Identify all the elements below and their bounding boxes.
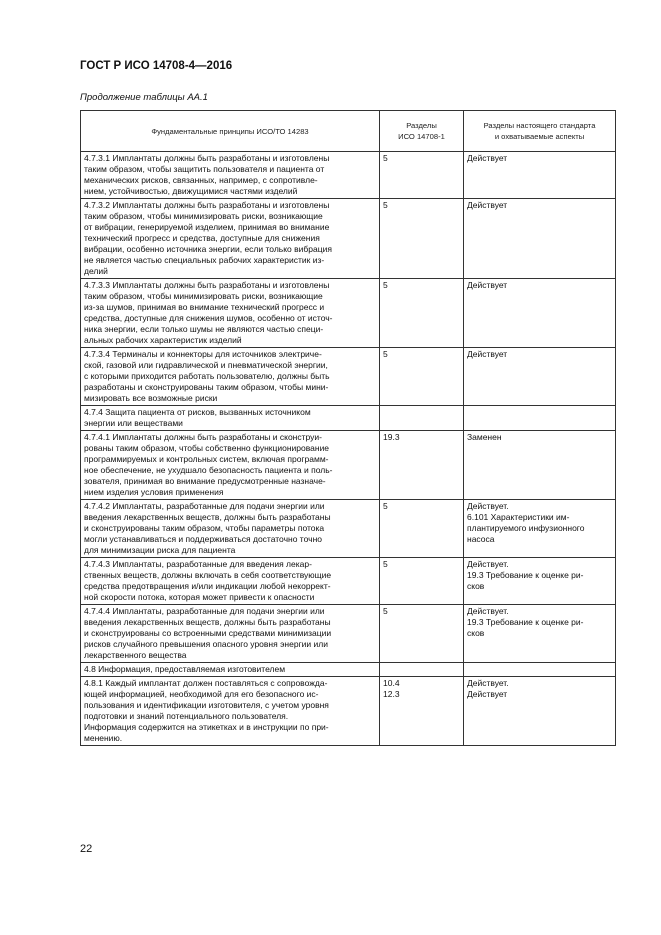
table-row xyxy=(81,558,616,605)
principle-cell: 4.7.3.3 Имплантаты должны быть разработаны и изготовлены таким образом, чтобы минимизировать риски, возникающие из-за шумов, принимая во внимание технический прогресс и средства, доступные для снижения шумов, особенно от источ- ника энергии, если только шумы не являются частью специ- альных рабочих характеристик изделий xyxy=(81,279,380,348)
principle-cell: 4.7.3.2 Имплантаты должны быть разработаны и изготовлены таким образом, чтобы минимизировать риски, возникающие от вибрации, генерируемой изделием, принимая во внимание технический прогресс и средства, доступные для снижения вибрации, особенно источника энергии, если только вибрация не является частью специальных рабочих характеристик из- делий xyxy=(81,199,380,279)
table-row xyxy=(81,677,616,746)
principle-cell: 4.8 Информация, предоставляемая изготовителем xyxy=(81,663,380,677)
iso-section-cell: 5 xyxy=(380,605,464,663)
principle-cell: 4.8.1 Каждый имплантат должен поставляться с сопровожда- ющей информацией, необходимой для его безопасного ис- пользования и идентификации изготовителя, с учетом уровня подготовки и знаний потенциального пользователя. Информация содержится на этикетках и в инструкции по при- менению. xyxy=(81,677,380,746)
aspect-cell: Действует xyxy=(464,348,616,406)
table-row xyxy=(81,431,616,500)
principle-cell: 4.7.3.1 Имплантаты должны быть разработаны и изготовлены таким образом, чтобы защитить пользователя и пациента от механических рисков, связанных, например, с сопротивле- нием, устойчивостью, движущимися частями изделий xyxy=(81,152,380,199)
aspect-cell: Заменен xyxy=(464,431,616,500)
iso-section-cell: 10.4 12.3 xyxy=(380,677,464,746)
table-header-row xyxy=(81,111,616,152)
table-row xyxy=(81,279,616,348)
table-row xyxy=(81,605,616,663)
table-caption: Продолжение таблицы АА.1 xyxy=(80,92,208,103)
aspect-cell: Действует. 19.3 Требование к оценке ри- сков xyxy=(464,558,616,605)
column-header-standard-sections: Разделы настоящего стандарта и охватываемые аспекты xyxy=(464,111,616,152)
iso-section-cell: 5 xyxy=(380,152,464,199)
iso-section-cell: 5 xyxy=(380,279,464,348)
aspect-cell: Действует xyxy=(464,199,616,279)
iso-section-cell: 5 xyxy=(380,199,464,279)
aspect-cell: Действует. 19.3 Требование к оценке ри- сков xyxy=(464,605,616,663)
aspect-cell: Действует. 6.101 Характеристики им- плантируемого инфузионного насоса xyxy=(464,500,616,558)
iso-section-cell: 19.3 xyxy=(380,431,464,500)
column-header-principles: Фундаментальные принципы ИСО/ТО 14283 xyxy=(81,111,380,152)
principle-cell: 4.7.4.2 Имплантаты, разработанные для подачи энергии или введения лекарственных веществ, должны быть разработаны и сконструированы таким образом, чтобы параметры потока могли устанавливаться и поддерживаться достаточно точно для минимизации риска для пациента xyxy=(81,500,380,558)
aspect-cell: Действует xyxy=(464,152,616,199)
aspect-cell xyxy=(464,663,616,677)
iso-section-cell: 5 xyxy=(380,348,464,406)
page-number: 22 xyxy=(80,843,93,855)
table-row xyxy=(81,199,616,279)
principle-cell: 4.7.4.3 Имплантаты, разработанные для введения лекар- ственных веществ, должны включать в себя соответствующие средства предотвращения и/или индикации любой некоррект- ной скорости потока, которая может привести к опасности xyxy=(81,558,380,605)
table-row xyxy=(81,348,616,406)
iso-section-cell: 5 xyxy=(380,500,464,558)
principle-cell: 4.7.4 Защита пациента от рисков, вызванных источником энергии или веществами xyxy=(81,406,380,431)
principle-cell: 4.7.4.4 Имплантаты, разработанные для подачи энергии или введения лекарственных веществ, должны быть разработаны и сконструированы со встроенными средствами минимизации рисков случайного превышения опасного уровня энергии или лекарственного вещества xyxy=(81,605,380,663)
aspect-cell: Действует. Действует xyxy=(464,677,616,746)
requirements-table xyxy=(80,110,616,746)
column-header-iso-sections: Разделы ИСО 14708-1 xyxy=(380,111,464,152)
table-row xyxy=(81,663,616,677)
iso-section-cell: 5 xyxy=(380,558,464,605)
table-row xyxy=(81,152,616,199)
aspect-cell xyxy=(464,406,616,431)
iso-section-cell xyxy=(380,406,464,431)
aspect-cell: Действует xyxy=(464,279,616,348)
table-row xyxy=(81,500,616,558)
principle-cell: 4.7.3.4 Терминалы и коннекторы для источников электриче- ской, газовой или гидравлической и пневматической энергии, с которыми приходится работать пользователю, должны быть разработаны и сконструированы таким образом, чтобы мини- мизировать все возможные риски xyxy=(81,348,380,406)
iso-section-cell xyxy=(380,663,464,677)
principle-cell: 4.7.4.1 Имплантаты должны быть разработаны и сконструи- рованы таким образом, чтобы собственно функционирование программируемых и контрольных систем, включая программ- ное обеспечение, не ухудшало безопасность пациента и поль- зователя, принимая во внимание предусмотренные назначе- нием изделия условия применения xyxy=(81,431,380,500)
table-row xyxy=(81,406,616,431)
document-header: ГОСТ Р ИСО 14708-4—2016 xyxy=(80,60,233,72)
